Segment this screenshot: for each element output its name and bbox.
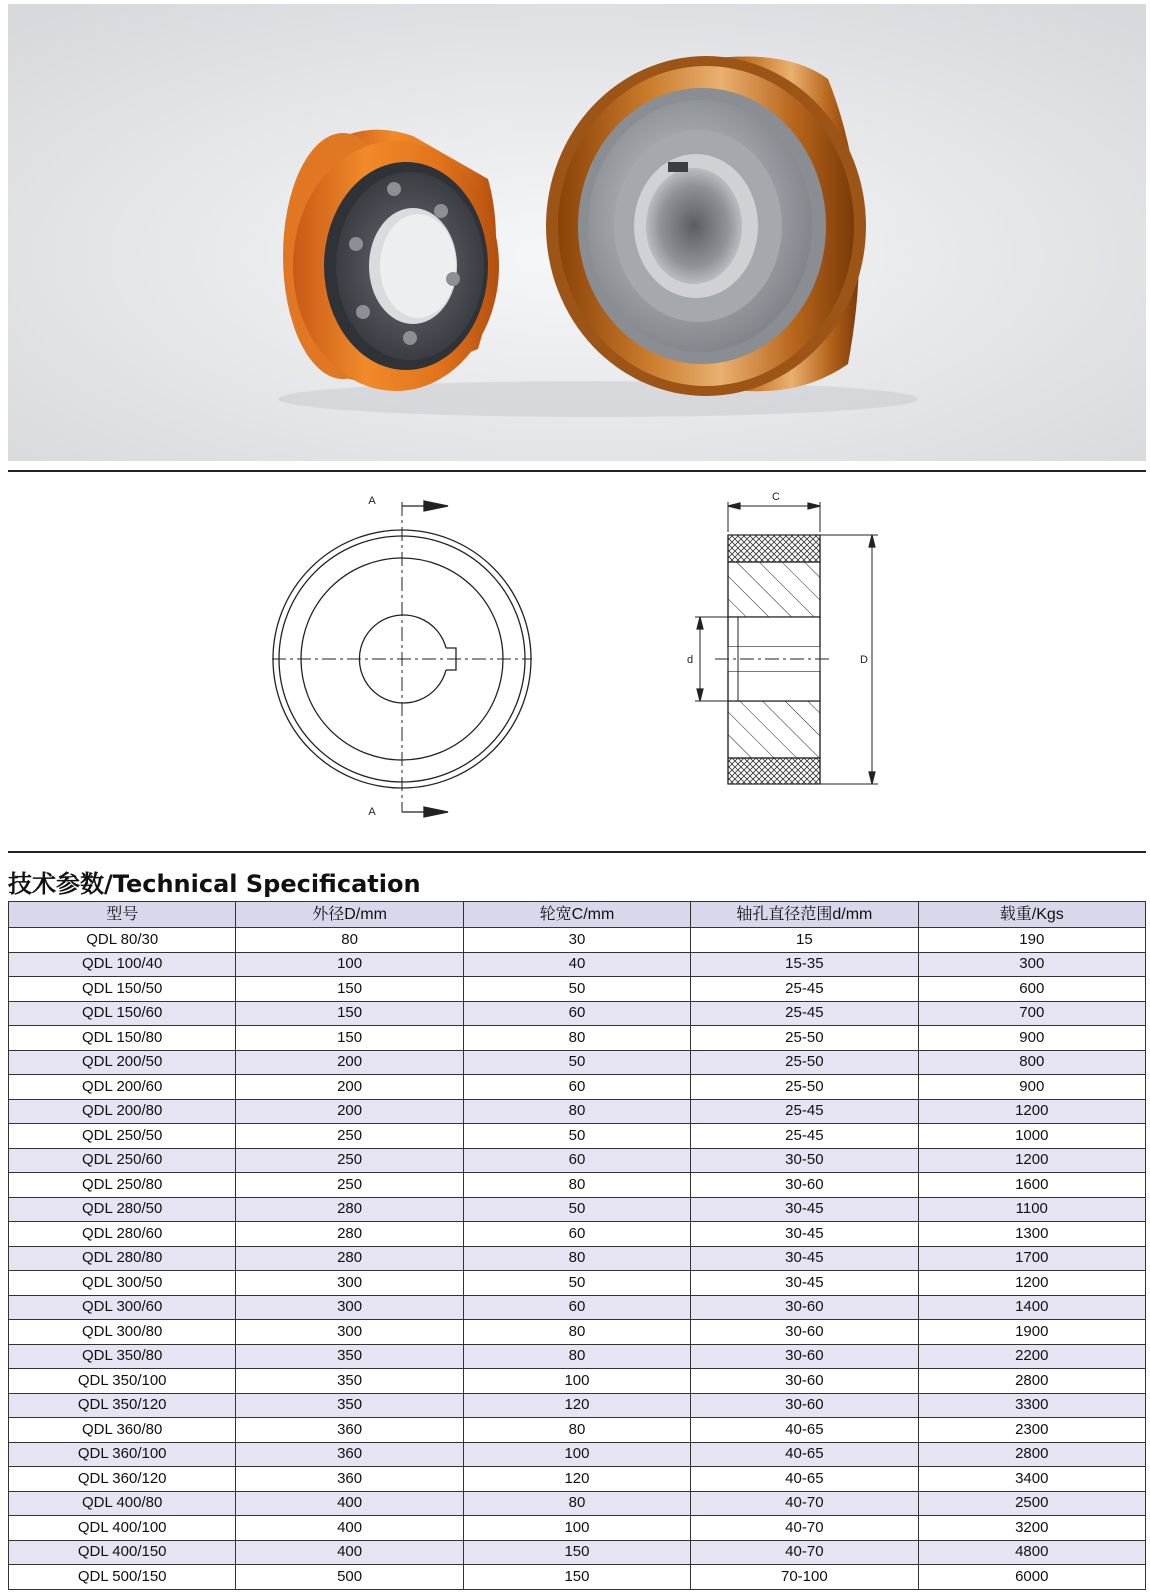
cell-load: 2300	[918, 1418, 1145, 1443]
table-row	[9, 977, 1146, 1002]
cell-outer-diameter: 400	[236, 1540, 463, 1565]
cell-width: 60	[463, 1295, 690, 1320]
cell-model: QDL 360/80	[9, 1418, 236, 1443]
cell-width: 50	[463, 977, 690, 1002]
table-row	[9, 1467, 1146, 1492]
cell-bore-range: 15-35	[691, 952, 918, 977]
cell-load: 900	[918, 1075, 1145, 1100]
cell-model: QDL 100/40	[9, 952, 236, 977]
cell-load: 190	[918, 928, 1145, 953]
cell-bore-range: 30-60	[691, 1320, 918, 1345]
table-row	[9, 1516, 1146, 1541]
cell-model: QDL 80/30	[9, 928, 236, 953]
cell-bore-range: 30-45	[691, 1197, 918, 1222]
cell-outer-diameter: 150	[236, 1001, 463, 1026]
cell-load: 3400	[918, 1467, 1145, 1492]
col-load: 载重/Kgs	[918, 902, 1145, 928]
cell-model: QDL 250/80	[9, 1173, 236, 1198]
cell-outer-diameter: 400	[236, 1516, 463, 1541]
cell-outer-diameter: 100	[236, 952, 463, 977]
cell-load: 1900	[918, 1320, 1145, 1345]
section-label-top: A	[368, 495, 376, 507]
cell-outer-diameter: 350	[236, 1344, 463, 1369]
cell-model: QDL 250/60	[9, 1148, 236, 1173]
cell-model: QDL 400/100	[9, 1516, 236, 1541]
cell-bore-range: 25-45	[691, 1099, 918, 1124]
cell-bore-range: 30-45	[691, 1246, 918, 1271]
cell-outer-diameter: 300	[236, 1320, 463, 1345]
section-label-bottom: A	[368, 806, 376, 818]
cell-model: QDL 150/80	[9, 1026, 236, 1051]
spec-table-header	[9, 902, 1146, 928]
cell-outer-diameter: 150	[236, 977, 463, 1002]
bore-d-label: d	[686, 654, 694, 666]
cell-load: 700	[918, 1001, 1145, 1026]
cell-load: 1400	[918, 1295, 1145, 1320]
cell-model: QDL 280/80	[9, 1246, 236, 1271]
cell-load: 2800	[918, 1369, 1145, 1394]
cell-bore-range: 40-70	[691, 1516, 918, 1541]
table-row	[9, 1197, 1146, 1222]
table-row	[9, 1222, 1146, 1247]
cell-width: 50	[463, 1050, 690, 1075]
table-row	[9, 1148, 1146, 1173]
cell-outer-diameter: 80	[236, 928, 463, 953]
cell-bore-range: 40-65	[691, 1418, 918, 1443]
cell-model: QDL 300/50	[9, 1271, 236, 1296]
cell-model: QDL 350/80	[9, 1344, 236, 1369]
cell-bore-range: 25-45	[691, 1124, 918, 1149]
table-row	[9, 1173, 1146, 1198]
cell-outer-diameter: 360	[236, 1467, 463, 1492]
cell-load: 1200	[918, 1271, 1145, 1296]
cell-width: 80	[463, 1026, 690, 1051]
cell-outer-diameter: 500	[236, 1565, 463, 1590]
cell-load: 1700	[918, 1246, 1145, 1271]
wheel-dimension-drawing	[0, 482, 1150, 852]
cell-bore-range: 30-60	[691, 1344, 918, 1369]
spec-title: 技术参数/Technical Specification	[8, 870, 421, 898]
cell-model: QDL 360/100	[9, 1442, 236, 1467]
cell-outer-diameter: 200	[236, 1099, 463, 1124]
cell-outer-diameter: 250	[236, 1148, 463, 1173]
cell-model: QDL 280/50	[9, 1197, 236, 1222]
cell-bore-range: 30-60	[691, 1393, 918, 1418]
cell-width: 60	[463, 1148, 690, 1173]
cell-width: 50	[463, 1124, 690, 1149]
cell-load: 1200	[918, 1099, 1145, 1124]
cell-model: QDL 350/120	[9, 1393, 236, 1418]
cell-width: 80	[463, 1320, 690, 1345]
cell-width: 150	[463, 1540, 690, 1565]
diameter-d-label: D	[860, 654, 868, 666]
table-row	[9, 1393, 1146, 1418]
col-model: 型号	[9, 902, 236, 928]
table-row	[9, 1001, 1146, 1026]
section-divider-bottom	[8, 851, 1146, 853]
table-row	[9, 1099, 1146, 1124]
table-row	[9, 1491, 1146, 1516]
cell-model: QDL 200/60	[9, 1075, 236, 1100]
cell-width: 50	[463, 1197, 690, 1222]
table-row	[9, 1320, 1146, 1345]
cell-outer-diameter: 400	[236, 1491, 463, 1516]
cell-load: 1000	[918, 1124, 1145, 1149]
cell-outer-diameter: 150	[236, 1026, 463, 1051]
cell-outer-diameter: 300	[236, 1295, 463, 1320]
cell-load: 3300	[918, 1393, 1145, 1418]
table-row	[9, 1124, 1146, 1149]
cell-load: 4800	[918, 1540, 1145, 1565]
cell-load: 300	[918, 952, 1145, 977]
cell-width: 100	[463, 1442, 690, 1467]
cell-width: 100	[463, 1516, 690, 1541]
cell-width: 150	[463, 1565, 690, 1590]
cell-width: 120	[463, 1467, 690, 1492]
col-bore-range: 轴孔直径范围d/mm	[691, 902, 918, 928]
cell-width: 120	[463, 1393, 690, 1418]
cell-width: 50	[463, 1271, 690, 1296]
table-row	[9, 1540, 1146, 1565]
cell-outer-diameter: 360	[236, 1418, 463, 1443]
spec-table	[8, 901, 1146, 1590]
cell-bore-range: 25-45	[691, 977, 918, 1002]
table-row	[9, 1344, 1146, 1369]
col-width: 轮宽C/mm	[463, 902, 690, 928]
cell-outer-diameter: 300	[236, 1271, 463, 1296]
cell-model: QDL 200/80	[9, 1099, 236, 1124]
cell-outer-diameter: 250	[236, 1173, 463, 1198]
cell-outer-diameter: 350	[236, 1369, 463, 1394]
cell-model: QDL 360/120	[9, 1467, 236, 1492]
cell-bore-range: 40-70	[691, 1491, 918, 1516]
cell-width: 80	[463, 1418, 690, 1443]
cell-load: 1200	[918, 1148, 1145, 1173]
table-row	[9, 1271, 1146, 1296]
cell-bore-range: 70-100	[691, 1565, 918, 1590]
polyurethane-wheel-photo-icon	[8, 4, 1146, 461]
cell-model: QDL 400/80	[9, 1491, 236, 1516]
cell-bore-range: 25-50	[691, 1075, 918, 1100]
cell-bore-range: 30-60	[691, 1369, 918, 1394]
cell-width: 80	[463, 1344, 690, 1369]
section-divider-top	[8, 470, 1146, 472]
cell-width: 80	[463, 1099, 690, 1124]
cell-bore-range: 15	[691, 928, 918, 953]
table-row	[9, 952, 1146, 977]
cell-load: 900	[918, 1026, 1145, 1051]
product-photo	[8, 4, 1146, 461]
section-view	[695, 502, 878, 784]
cell-model: QDL 500/150	[9, 1565, 236, 1590]
cell-model: QDL 350/100	[9, 1369, 236, 1394]
cell-load: 6000	[918, 1565, 1145, 1590]
table-row	[9, 1565, 1146, 1590]
table-row	[9, 1075, 1146, 1100]
cell-outer-diameter: 250	[236, 1124, 463, 1149]
cell-outer-diameter: 280	[236, 1246, 463, 1271]
cell-model: QDL 400/150	[9, 1540, 236, 1565]
cell-bore-range: 25-50	[691, 1026, 918, 1051]
cell-load: 1600	[918, 1173, 1145, 1198]
cell-load: 600	[918, 977, 1145, 1002]
cell-load: 1300	[918, 1222, 1145, 1247]
cell-model: QDL 200/50	[9, 1050, 236, 1075]
cell-model: QDL 280/60	[9, 1222, 236, 1247]
cell-outer-diameter: 280	[236, 1222, 463, 1247]
cell-width: 80	[463, 1173, 690, 1198]
cell-load: 2500	[918, 1491, 1145, 1516]
cell-width: 30	[463, 928, 690, 953]
table-row	[9, 1369, 1146, 1394]
cell-bore-range: 25-45	[691, 1001, 918, 1026]
table-row	[9, 1050, 1146, 1075]
cell-bore-range: 30-45	[691, 1271, 918, 1296]
cell-outer-diameter: 350	[236, 1393, 463, 1418]
cell-bore-range: 40-70	[691, 1540, 918, 1565]
cell-outer-diameter: 200	[236, 1050, 463, 1075]
cell-model: QDL 150/60	[9, 1001, 236, 1026]
cell-bore-range: 30-60	[691, 1173, 918, 1198]
cell-bore-range: 30-50	[691, 1148, 918, 1173]
cell-load: 800	[918, 1050, 1145, 1075]
table-row	[9, 1295, 1146, 1320]
cell-load: 2200	[918, 1344, 1145, 1369]
width-c-label: C	[772, 491, 780, 503]
table-row	[9, 1442, 1146, 1467]
table-row	[9, 1026, 1146, 1051]
cell-width: 80	[463, 1246, 690, 1271]
cell-model: QDL 300/60	[9, 1295, 236, 1320]
cell-width: 60	[463, 1001, 690, 1026]
cell-bore-range: 25-50	[691, 1050, 918, 1075]
col-outer-diameter: 外径D/mm	[236, 902, 463, 928]
cell-bore-range: 30-60	[691, 1295, 918, 1320]
cell-width: 100	[463, 1369, 690, 1394]
cell-load: 3200	[918, 1516, 1145, 1541]
cell-bore-range: 40-65	[691, 1442, 918, 1467]
cell-width: 80	[463, 1491, 690, 1516]
cell-model: QDL 150/50	[9, 977, 236, 1002]
cell-bore-range: 30-45	[691, 1222, 918, 1247]
cell-outer-diameter: 360	[236, 1442, 463, 1467]
cell-load: 1100	[918, 1197, 1145, 1222]
cell-model: QDL 300/80	[9, 1320, 236, 1345]
cell-width: 60	[463, 1222, 690, 1247]
cell-outer-diameter: 200	[236, 1075, 463, 1100]
cell-model: QDL 250/50	[9, 1124, 236, 1149]
table-row	[9, 1246, 1146, 1271]
table-row	[9, 1418, 1146, 1443]
cell-load: 2800	[918, 1442, 1145, 1467]
cell-outer-diameter: 280	[236, 1197, 463, 1222]
front-view	[272, 501, 532, 817]
cell-width: 60	[463, 1075, 690, 1100]
cell-width: 40	[463, 952, 690, 977]
cell-bore-range: 40-65	[691, 1467, 918, 1492]
technical-drawing	[0, 482, 1150, 852]
table-row	[9, 928, 1146, 953]
